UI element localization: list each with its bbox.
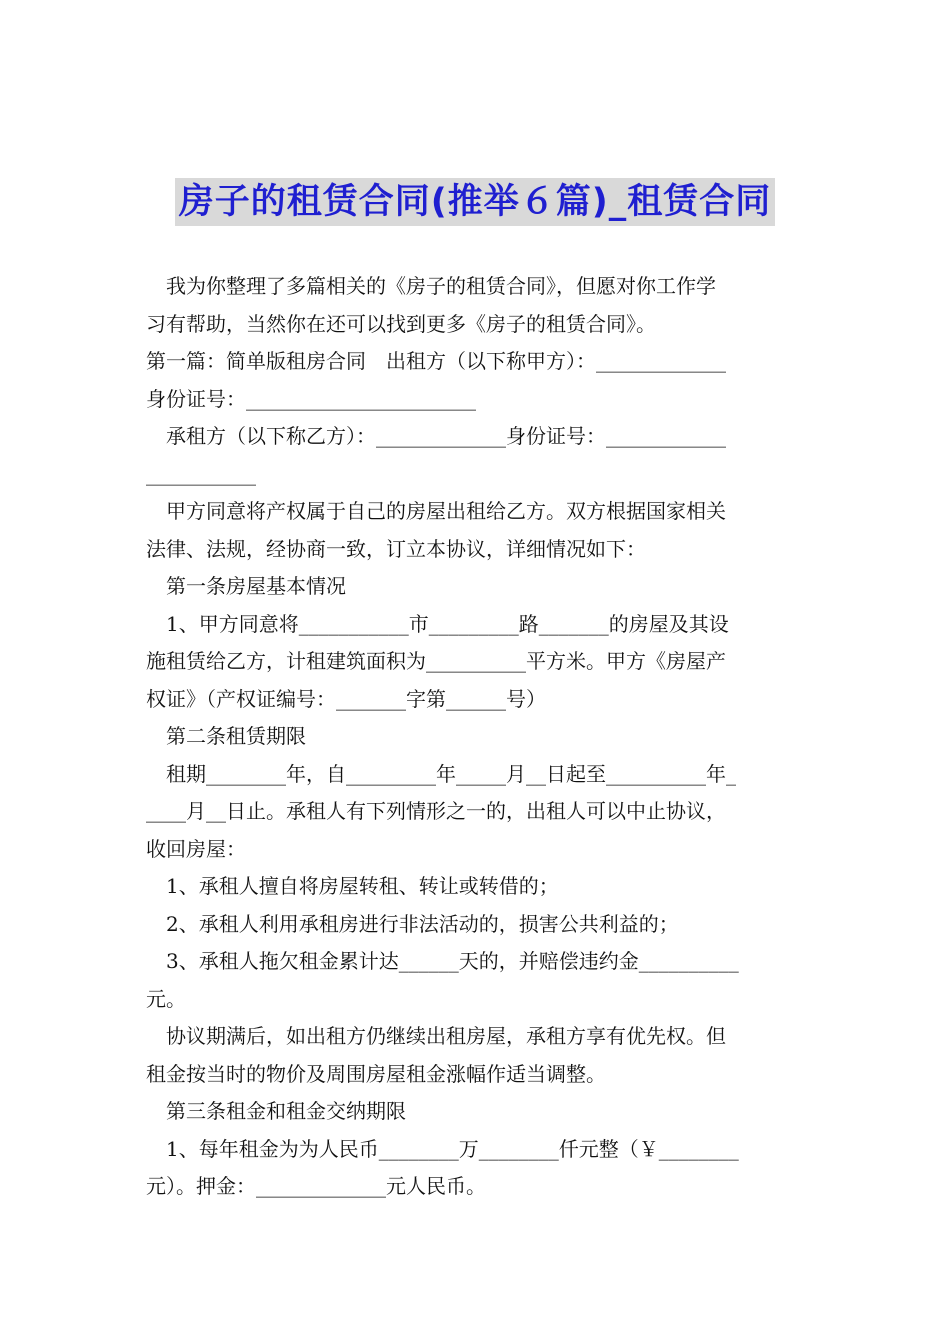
paragraph-line: 权证》（产权证编号：_______字第______号） [146,686,546,711]
paragraph-line: 法律、法规，经协商一致，订立本协议，详细情况如下： [146,536,646,561]
paragraph-line: 协议期满后，如出租方仍继续出租房屋，承租方享有优先权。但 [166,1024,726,1048]
paragraph-line: 元）。押金：_____________元人民币。 [146,1174,486,1198]
section-heading: 第三条租金和租金交纳期限 [166,1099,406,1123]
paragraph-line: 承租方（以下称乙方）：_____________身份证号：____________ [166,424,726,448]
paragraph-line: 第一篇：简单版租房合同 出租方（以下称甲方）：_____________ [146,349,726,373]
paragraph-line: 施租赁给乙方，计租建筑面积为__________平方米。甲方《房屋产 [146,649,726,673]
paragraph-line: 我为你整理了多篇相关的《房子的租赁合同》，但愿对你工作学 [166,274,716,298]
paragraph-line: 租期________年，自_________年_____月__日起至__________年_ [166,761,736,786]
paragraph-line: 习有帮助，当然你在还可以找到更多《房子的租赁合同》。 [146,311,656,336]
paragraph-line: 1、每年租金为为人民币________万________仟元整（￥________ [166,1136,739,1161]
paragraph-line: ___________ [146,461,256,486]
document-title: 房子的租赁合同(推举６篇)_租赁合同 [175,178,776,226]
paragraph-line: 身份证号：_______________________ [146,386,476,411]
section-heading: 第二条租赁期限 [166,724,306,748]
paragraph-line: 收回房屋： [146,836,246,861]
paragraph-line: 元。 [146,986,186,1011]
paragraph-line: ____月__日止。承租人有下列情形之一的，出租人可以中止协议， [146,799,726,823]
title-container [0,178,950,226]
paragraph-line: 1、甲方同意将___________市_________路_______的房屋及其设 [166,611,729,636]
paragraph-line: 3、承租人拖欠租金累计达______天的，并赔偿违约金__________ [166,949,739,973]
paragraph-line: 2、承租人利用承租房进行非法活动的，损害公共利益的； [166,911,679,936]
paragraph-line: 租金按当时的物价及周围房屋租金涨幅作适当调整。 [146,1061,606,1086]
document-body [146,268,810,1206]
paragraph-line: 1、承租人擅自将房屋转租、转让或转借的； [166,874,559,898]
paragraph-line: 甲方同意将产权属于自己的房屋出租给乙方。双方根据国家相关 [166,499,726,523]
section-heading: 第一条房屋基本情况 [166,574,346,598]
